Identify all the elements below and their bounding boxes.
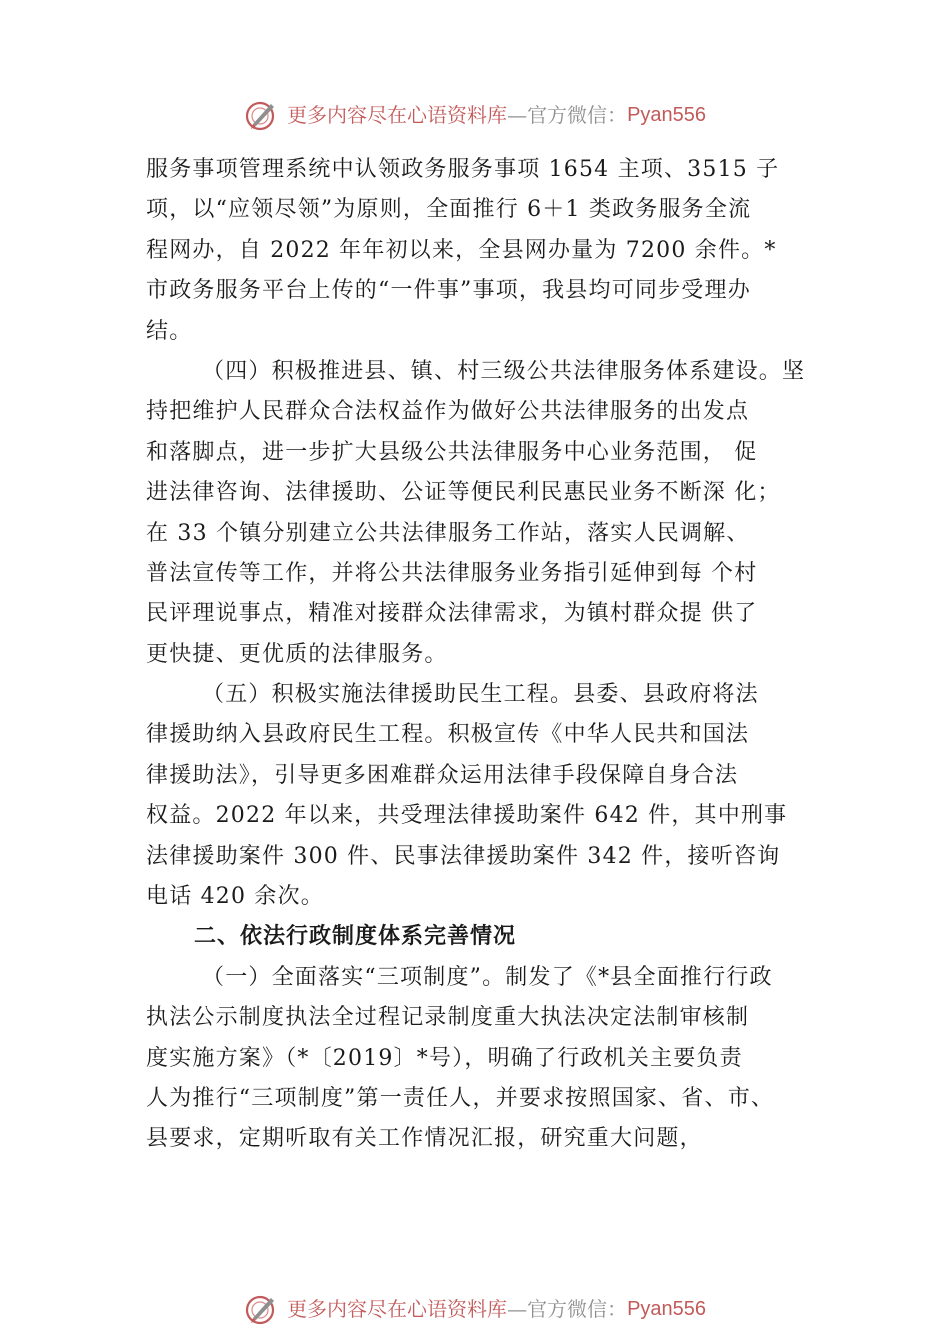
text-line: 县要求，定期听取有关工作情况汇报，研究重大问题， bbox=[146, 1126, 703, 1152]
text-line: 市政务服务平台上传的“一件事”事项，我县均可同步受理办 bbox=[146, 278, 751, 304]
text-line: （五）积极实施法律援助民生工程。县委、县政府将法 bbox=[202, 682, 759, 708]
text-line: 律援助法》，引导更多困难群众运用法律手段保障自身合法 bbox=[146, 762, 739, 788]
text-line: 持把维护人民群众合法权益作为做好公共法律服务的出发点 bbox=[146, 399, 750, 425]
text-line: 进法律咨询、法律援助、公证等便民利民惠民业务不断深 化； bbox=[146, 480, 781, 506]
paragraphs-section-1 bbox=[146, 150, 836, 917]
text-line: 程网办，自 2022 年年初以来，全县网办量为 7200 余件。* bbox=[146, 237, 777, 263]
text-line: 法律援助案件 300 件、民事法律援助案件 342 件，接听咨询 bbox=[146, 843, 781, 869]
text-line: 结。 bbox=[146, 318, 193, 344]
watermark-text: 更多内容尽在心语资料库 bbox=[287, 102, 508, 127]
text-line: 律援助纳入县政府民生工程。积极宣传《中华人民共和国法 bbox=[146, 722, 750, 748]
watermark-text: 更多内容尽在心语资料库 bbox=[287, 1296, 508, 1321]
watermark-dash: — bbox=[507, 102, 528, 127]
text-line: 度实施方案》（*〔2019〕*号），明确了行政机关主要负责 bbox=[146, 1045, 743, 1071]
text-line: 人为推行“三项制度”第一责任人，并要求按照国家、省、市、 bbox=[146, 1085, 775, 1111]
text-line: （一）全面落实“三项制度”。制发了《*县全面推行行政 bbox=[202, 964, 773, 990]
watermark-wechat-id: Pyan556 bbox=[627, 1297, 707, 1320]
text-line: 电话 420 余次。 bbox=[146, 884, 324, 910]
text-line: 权益。2022 年以来，共受理法律援助案件 642 件，其中刑事 bbox=[146, 803, 788, 829]
watermark-label: 官方微信： bbox=[527, 102, 628, 127]
text-line: 更快捷、更优质的法律服务。 bbox=[146, 641, 448, 667]
document-body bbox=[146, 150, 836, 1160]
brush-logo-icon bbox=[244, 98, 278, 132]
watermark-dash: — bbox=[507, 1296, 528, 1321]
watermark-wechat-id: Pyan556 bbox=[627, 103, 707, 126]
text-line: 项，以“应领尽领”为原则，全面推行 6＋1 类政务服务全流 bbox=[146, 197, 752, 223]
text-line: （四）积极推进县、镇、村三级公共法律服务体系建设。坚 bbox=[202, 358, 806, 384]
section-heading: 二、依法行政制度体系完善情况 bbox=[194, 924, 517, 950]
text-line: 普法宣传等工作，并将公共法律服务业务指引延伸到每 个村 bbox=[146, 560, 758, 586]
footer-watermark bbox=[0, 1290, 950, 1326]
text-line: 民评理说事点，精准对接群众法律需求，为镇村群众提 供了 bbox=[146, 601, 758, 627]
watermark-label: 官方微信： bbox=[527, 1296, 628, 1321]
paragraphs-section-2 bbox=[146, 958, 836, 1160]
text-line: 在 33 个镇分别建立公共法律服务工作站，落实人民调解、 bbox=[146, 520, 750, 546]
header-watermark bbox=[0, 96, 950, 132]
text-line: 和落脚点，进一步扩大县级公共法律服务中心业务范围， 促 bbox=[146, 439, 758, 465]
text-line: 服务事项管理系统中认领政务服务事项 1654 主项、3515 子 bbox=[146, 157, 780, 182]
brush-logo-icon bbox=[244, 1292, 278, 1326]
text-line: 执法公示制度执法全过程记录制度重大执法决定法制审核制 bbox=[146, 1005, 750, 1031]
